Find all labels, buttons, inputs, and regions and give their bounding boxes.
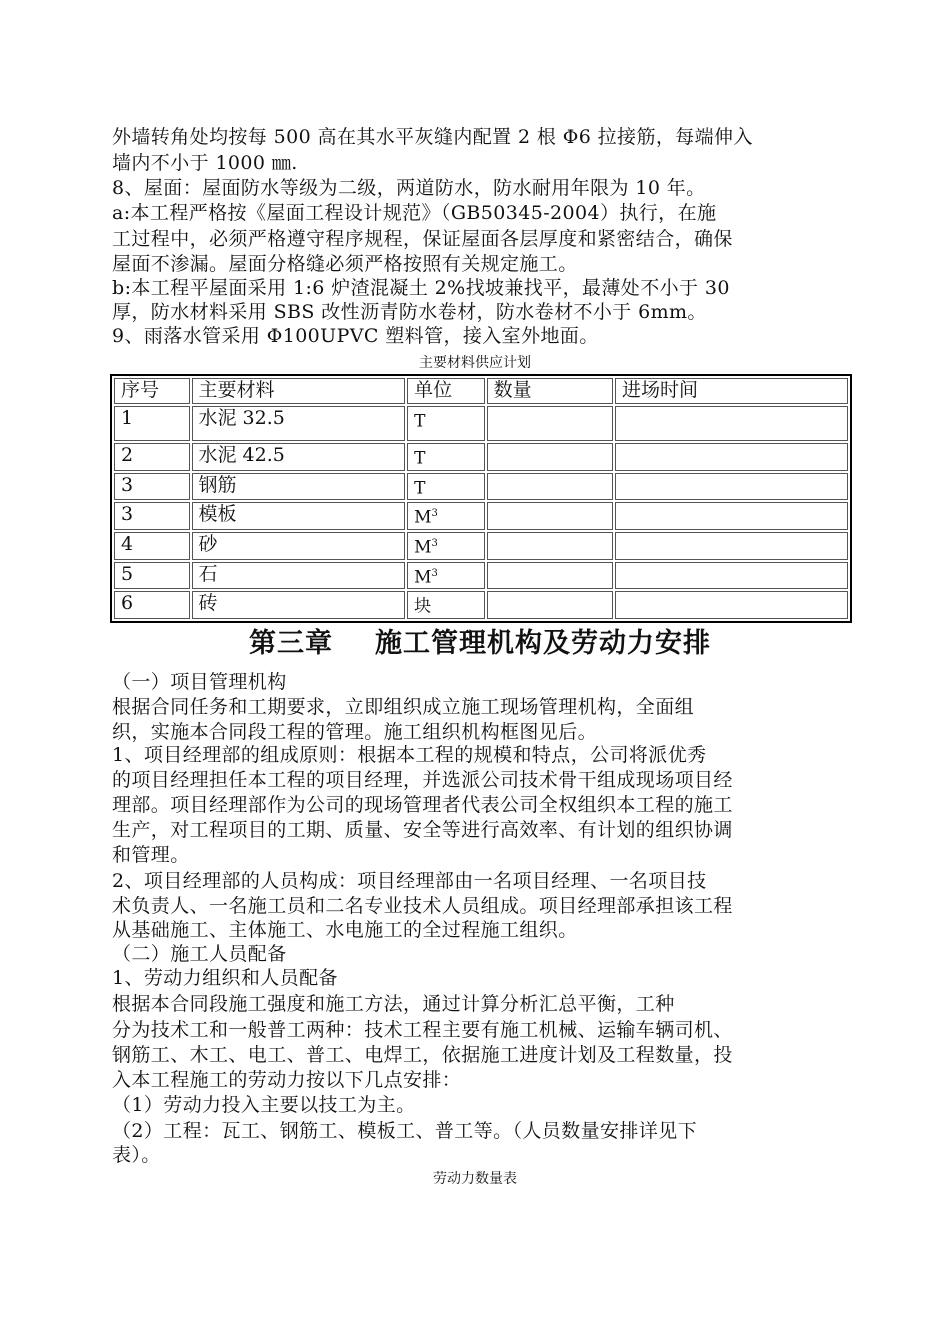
text-line: 2、项目经理部的人员构成：项目经理部由一名项目经理、一名项目技 — [112, 870, 707, 892]
text-line: 的项目经理担任本工程的项目经理，并选派公司技术骨干组成现场项目经 — [112, 769, 733, 791]
text-line: 根据本合同段施工强度和施工方法，通过计算分析汇总平衡，工种 — [112, 993, 675, 1015]
cell-material: 石 — [192, 562, 406, 590]
cell-quantity — [487, 473, 613, 501]
table-row — [114, 473, 848, 501]
cell-arrival-time — [615, 502, 848, 530]
table-caption: 劳动力数量表 — [433, 1171, 517, 1187]
cell-no: 4 — [114, 532, 190, 560]
text-line: 外墙转角处均按每 500 高在其水平灰缝内配置 2 根 Φ6 拉接筋，每端伸入 — [112, 126, 753, 148]
cell-no: 3 — [114, 473, 190, 501]
cell-arrival-time — [615, 562, 848, 590]
cell-material: 钢筋 — [192, 473, 406, 501]
cell-arrival-time — [615, 591, 848, 619]
text-line: 9、雨落水管采用 Φ100UPVC 塑料管，接入室外地面。 — [112, 325, 599, 347]
cell-material: 水泥 42.5 — [192, 443, 406, 471]
text-line: 厚，防水材料采用 SBS 改性沥青防水卷材，防水卷材不小于 6mm。 — [112, 301, 707, 323]
table-row — [114, 591, 848, 619]
text-line: 术负责人、一名施工员和二名专业技术人员组成。项目经理部承担该工程 — [112, 895, 733, 917]
cell-unit: 块 — [407, 591, 484, 619]
cell-material: 砂 — [192, 532, 406, 560]
header-cell: 数量 — [487, 378, 613, 404]
cell-unit: T — [407, 406, 484, 441]
table-header-row — [114, 378, 848, 404]
text-line: 8、屋面：屋面防水等级为二级，两道防水，防水耐用年限为 10 年。 — [112, 177, 706, 199]
text-line: 1、劳动力组织和人员配备 — [112, 967, 338, 989]
text-line: 入本工程施工的劳动力按以下几点安排： — [112, 1069, 462, 1091]
table-row — [114, 502, 848, 530]
text-line: （1）劳动力投入主要以技工为主。 — [112, 1094, 416, 1116]
header-cell: 进场时间 — [615, 378, 848, 404]
chapter-title: 施工管理机构及劳动力安排 — [375, 628, 711, 659]
cell-arrival-time — [615, 473, 848, 501]
cell-no: 3 — [114, 502, 190, 530]
section-heading: （一）项目管理机构 — [112, 671, 287, 693]
text-line: 织，实施本合同段工程的管理。施工组织机构框图见后。 — [112, 721, 598, 743]
text-line: 1、项目经理部的组成原则：根据本工程的规模和特点，公司将派优秀 — [112, 744, 707, 766]
cell-arrival-time — [615, 532, 848, 560]
text-line: a:本工程严格按《屋面工程设计规范》（GB50345-2004）执行，在施 — [112, 202, 717, 224]
text-line: b:本工程平屋面采用 1:6 炉渣混凝土 2%找坡兼找平，最薄处不小于 30 — [112, 277, 730, 299]
cell-no: 2 — [114, 443, 190, 471]
text-line: 表）。 — [112, 1144, 161, 1166]
cell-unit: T — [407, 443, 484, 471]
cell-no: 6 — [114, 591, 190, 619]
materials-table — [110, 374, 852, 623]
cell-no: 1 — [114, 406, 190, 441]
cell-unit: $M^3$ — [407, 562, 484, 590]
text-line: 墙内不小于 1000 ㎜. — [112, 152, 298, 174]
cell-quantity — [487, 532, 613, 560]
cell-quantity — [487, 591, 613, 619]
text-line: 和管理。 — [112, 844, 190, 866]
cell-material: 砖 — [192, 591, 406, 619]
cell-quantity — [487, 562, 613, 590]
cell-material: 模板 — [192, 502, 406, 530]
cell-arrival-time — [615, 443, 848, 471]
cell-arrival-time — [615, 406, 848, 441]
cell-material: 水泥 32.5 — [192, 406, 406, 441]
chapter-number: 第三章 — [249, 628, 333, 659]
table-row — [114, 532, 848, 560]
text-line: 生产，对工程项目的工期、质量、安全等进行高效率、有计划的组织协调 — [112, 819, 733, 841]
table-caption: 主要材料供应计划 — [419, 355, 531, 371]
chapter-heading — [0, 627, 950, 661]
text-line: 理部。项目经理部作为公司的现场管理者代表公司全权组织本工程的施工 — [112, 794, 733, 816]
section-heading: （二）施工人员配备 — [112, 943, 287, 965]
text-line: 分为技术工和一般普工两种：技术工程主要有施工机械、运输车辆司机、 — [112, 1019, 733, 1041]
table-row — [114, 443, 848, 471]
cell-unit: $M^3$ — [407, 502, 484, 530]
cell-no: 5 — [114, 562, 190, 590]
text-line: 屋面不渗漏。屋面分格缝必须严格按照有关规定施工。 — [112, 253, 578, 275]
text-line: 根据合同任务和工期要求，立即组织成立施工现场管理机构，全面组 — [112, 696, 695, 718]
cell-quantity — [487, 406, 613, 441]
text-line: 钢筋工、木工、电工、普工、电焊工，依据施工进度计划及工程数量，投 — [112, 1044, 733, 1066]
cell-quantity — [487, 502, 613, 530]
header-cell: 单位 — [407, 378, 484, 404]
table-row — [114, 406, 848, 441]
text-line: 工过程中，必须严格遵守程序规程，保证屋面各层厚度和紧密结合，确保 — [112, 228, 733, 250]
text-line: 从基础施工、主体施工、水电施工的全过程施工组织。 — [112, 919, 578, 941]
cell-unit: T — [407, 473, 484, 501]
text-line: （2）工程：瓦工、钢筋工、模板工、普工等。（人员数量安排详见下 — [112, 1120, 697, 1142]
header-cell: 序号 — [114, 378, 190, 404]
table-row — [114, 562, 848, 590]
header-cell: 主要材料 — [192, 378, 406, 404]
cell-quantity — [487, 443, 613, 471]
cell-unit: $M^3$ — [407, 532, 484, 560]
